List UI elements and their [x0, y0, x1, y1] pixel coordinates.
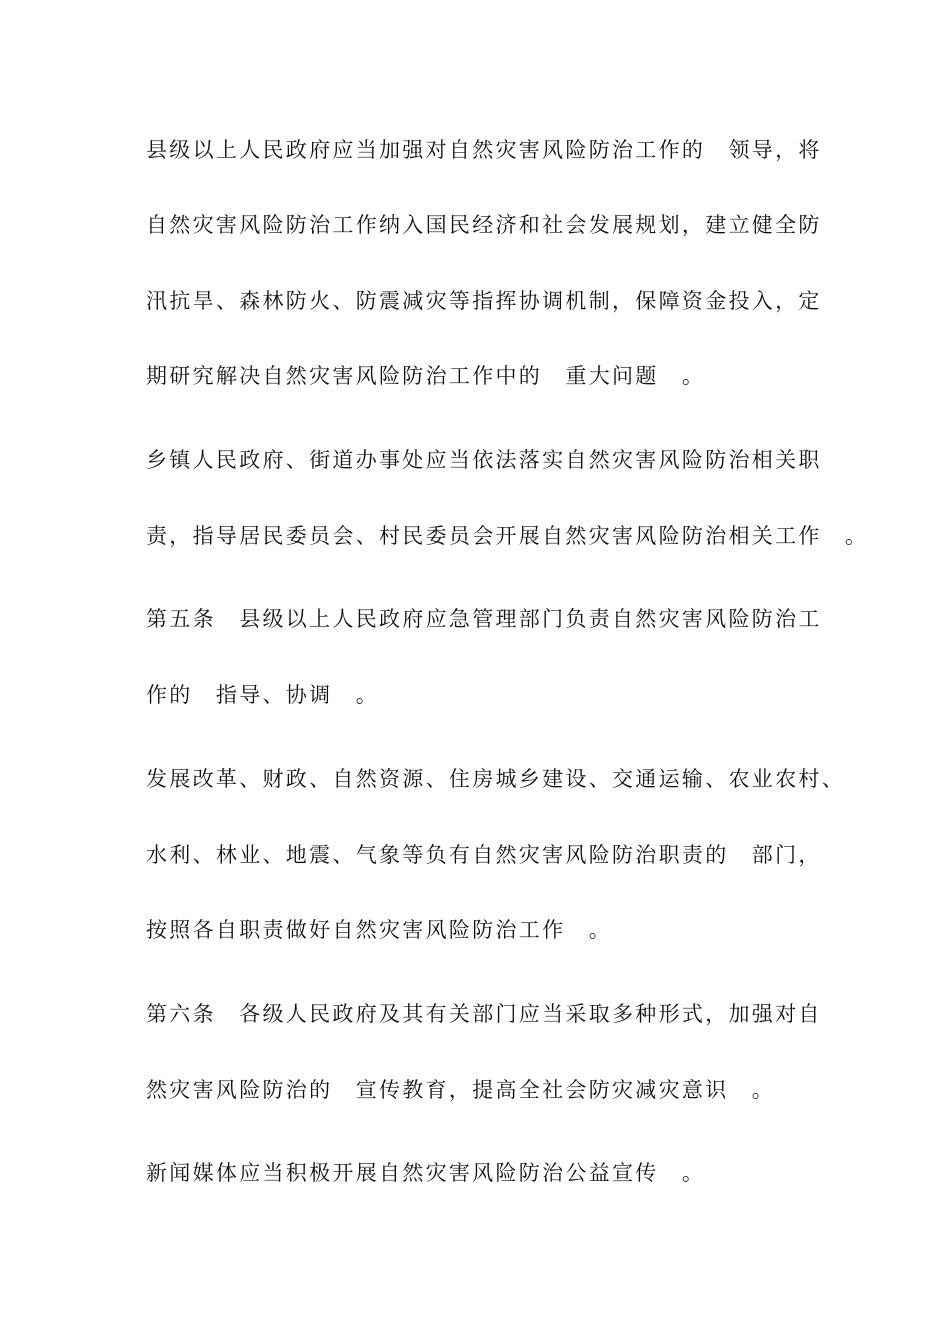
text-line-11: 按照各自职责做好自然灾害风险防治工作 。 — [146, 918, 612, 942]
text-line-8: 作的 指导、协调 。 — [146, 683, 379, 707]
text-line-2: 自然灾害风险防治工作纳入国民经济和社会发展规划，建立健全防 — [146, 213, 822, 237]
text-line-14: 新闻媒体应当积极开展自然灾害风险防治公益宣传 。 — [146, 1161, 706, 1185]
text-line-3: 汛抗旱、森林防火、防震减灾等指挥协调机制，保障资金投入，定 — [146, 289, 822, 313]
text-line-6: 责，指导居民委员会、村民委员会开展自然灾害风险防治相关工作 。 — [146, 524, 869, 548]
text-line-1: 县级以上人民政府应当加强对自然灾害风险防治工作的 领导，将 — [146, 138, 822, 162]
text-line-9: 发展改革、财政、自然资源、住房城乡建设、交通运输、农业农村、 — [146, 767, 845, 791]
text-line-7: 第五条 县级以上人民政府应急管理部门负责自然灾害风险防治工 — [146, 607, 822, 631]
text-line-10: 水利、林业、地震、气象等负有自然灾害风险防治职责的 部门， — [146, 843, 822, 867]
text-line-4: 期研究解决自然灾害风险防治工作中的 重大问题 。 — [146, 364, 706, 388]
text-line-5: 乡镇人民政府、街道办事处应当依法落实自然灾害风险防治相关职 — [146, 448, 822, 472]
text-line-13: 然灾害风险防治的 宣传教育，提高全社会防灾减灾意识 。 — [146, 1078, 776, 1102]
text-line-12: 第六条 各级人民政府及其有关部门应当采取多种形式，加强对自 — [146, 1002, 822, 1026]
